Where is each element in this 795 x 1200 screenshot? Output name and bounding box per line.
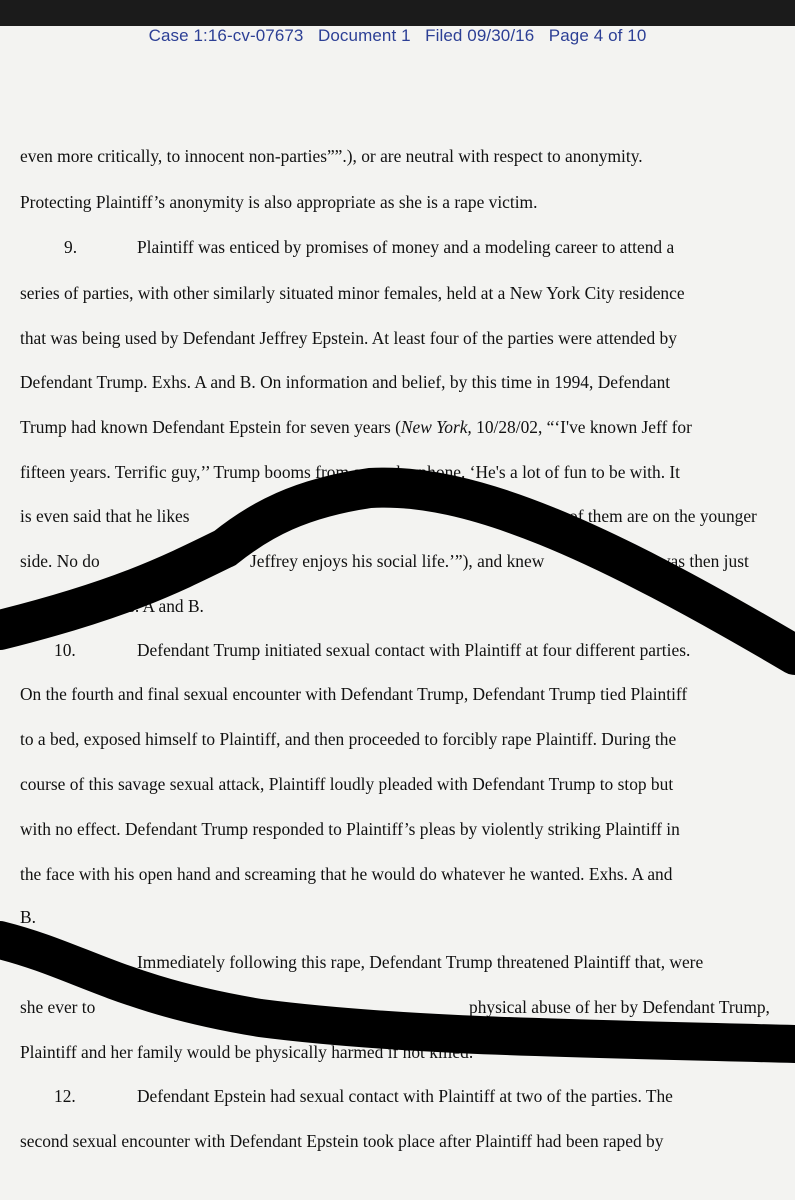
- text-line: second sexual encounter with Defendant Epstein took place after Plaintiff had been raped by: [20, 1131, 664, 1151]
- case-number: Case 1:16-cv-07673: [148, 26, 304, 45]
- case-header: [0, 26, 795, 46]
- text-line: Defendant Epstein had sexual contact with Plaintiff at two of the parties. The: [137, 1086, 673, 1106]
- filed-date: Filed 09/30/16: [425, 26, 535, 45]
- paragraph-number: 10.: [54, 640, 76, 660]
- text-line: that was being used by Defendant Jeffrey Epstein. At least four of the parties were attended by: [20, 328, 677, 348]
- text-line: was then just: [658, 551, 749, 571]
- text-line: she ever to: [20, 997, 96, 1017]
- text-line: Plaintiff and her family would be physically harmed if not killed.: [20, 1042, 474, 1062]
- text-line: Jeffrey enjoys his social life.’”), and knew: [250, 551, 545, 571]
- document-number: Document 1: [317, 26, 411, 45]
- text-line: B.: [20, 907, 36, 927]
- publication-title: New York,: [400, 417, 472, 437]
- text-line: to a bed, exposed himself to Plaintiff, and then proceeded to forcibly rape Plaintiff. During the: [20, 729, 677, 749]
- text-line: Protecting Plaintiff’s anonymity is also appropriate as she is a rape victim.: [20, 192, 538, 212]
- text-line: fifteen years. Terrific guy,’’ Trump booms from a speakerphone. ‘He's a lot of fun to be with. It: [20, 462, 681, 482]
- text-line: series of parties, with other similarly situated minor females, held at a New York City residence: [20, 283, 685, 303]
- text-line: Defendant Trump. Exhs. A and B. On information and belief, by this time in 1994, Defendant: [20, 372, 671, 392]
- page-number: Page 4 of 10: [548, 26, 647, 45]
- text-line: side. No do: [20, 551, 100, 571]
- text-line: Trump had known Defendant Epstein for seven years (New York, 10/28/02, “‘I've known Jeff for: [20, 417, 692, 437]
- text-line: s old. Exhs. A and B.: [58, 596, 204, 616]
- text-line: Plaintiff was enticed by promises of money and a modeling career to attend a: [137, 237, 675, 257]
- text-line: Immediately following this rape, Defendant Trump threatened Plaintiff that, were: [137, 952, 704, 972]
- text-line: is even said that he likes: [20, 506, 190, 526]
- text-line: the face with his open hand and screaming that he would do whatever he wanted. Exhs. A and: [20, 864, 673, 884]
- text-line: course of this savage sexual attack, Plaintiff loudly pleaded with Defendant Trump to stop but: [20, 774, 674, 794]
- paragraph-number: 12.: [54, 1086, 76, 1106]
- text-line: even more critically, to innocent non-parties””.), or are neutral with respect to anonymity.: [20, 146, 643, 166]
- text-line: of them are on the younger: [569, 506, 757, 526]
- text-line: On the fourth and final sexual encounter with Defendant Trump, Defendant Trump tied Plaintiff: [20, 684, 688, 704]
- text-line: Defendant Trump initiated sexual contact with Plaintiff at four different parties.: [137, 640, 691, 660]
- text-line: physical abuse of her by Defendant Trump,: [469, 997, 770, 1017]
- text-line: with no effect. Defendant Trump responded to Plaintiff’s pleas by violently striking Plaintiff in: [20, 819, 680, 839]
- paragraph-number: 9.: [64, 237, 78, 257]
